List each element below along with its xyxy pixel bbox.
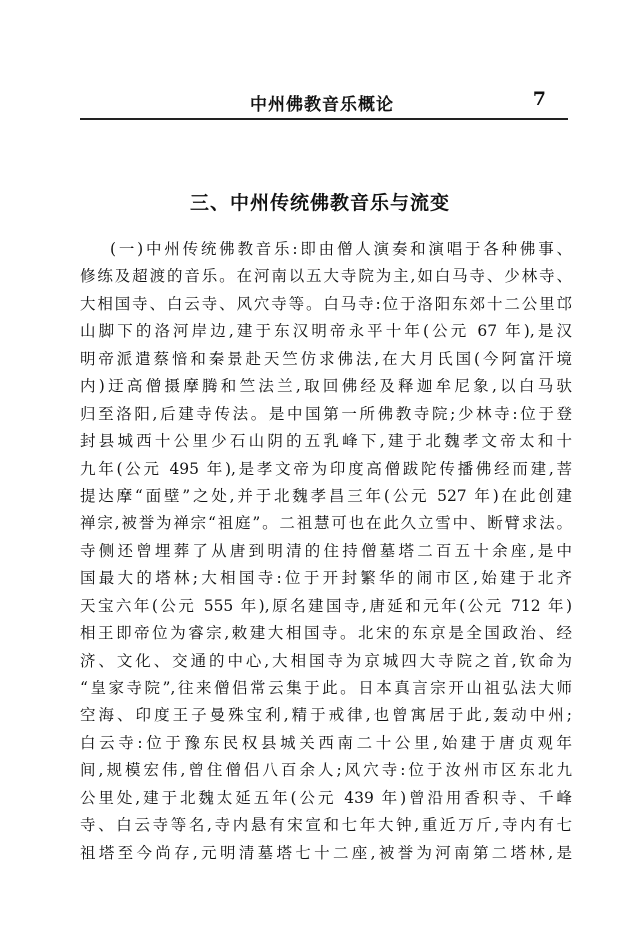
text-line: 间,规模宏伟,曾住僧侣八百余人;风穴寺:位于汝州市区东北九 (80, 761, 572, 780)
text-line: 封县城西十公里少石山阴的五乳峰下,建于北魏孝文帝太和十 (80, 432, 572, 451)
text-line: 祖塔至今尚存,元明清墓塔七十二座,被誉为河南第二塔林,是 (80, 843, 572, 862)
text-line: 归至洛阳,后建寺传法。是中国第一所佛教寺院;少林寺:位于登 (80, 404, 572, 423)
text-line: “皇家寺院”,往来僧侣常云集于此。日本真言宗开山祖弘法大师 (80, 679, 572, 697)
running-header (80, 84, 568, 120)
text-line: 寺侧还曾埋葬了从唐到明清的住持僧墓塔二百五十余座,是中 (80, 541, 572, 560)
text-line: 天宝六年(公元 555 年),原名建国寺,唐延和元年(公元 712 年) (80, 596, 572, 615)
text-line: 山脚下的洛河岸边,建于东汉明帝永平十年(公元 67 年),是汉 (80, 322, 572, 341)
text-line: 寺、白云寺等名,寺内悬有宋宣和七年大钟,重近万斤,寺内有七 (80, 816, 572, 835)
text-line: 提达摩“面壁”之处,并于北魏孝昌三年(公元 527 年)在此创建 (80, 486, 572, 505)
text-line: 公里处,建于北魏太延五年(公元 439 年)曾沿用香积寺、千峰 (80, 788, 572, 807)
text-line: (一)中州传统佛教音乐:即由僧人演奏和演唱于各种佛事、 (110, 240, 572, 258)
text-line: 白云寺:位于豫东民权县城关西南二十公里,始建于唐贞观年 (80, 733, 572, 752)
section-heading: 三、中州传统佛教音乐与流变 (189, 192, 450, 214)
body-paragraph (80, 236, 572, 867)
running-title: 中州佛教音乐概论 (250, 95, 394, 115)
text-line: 明帝派遣蔡愔和秦景赴天竺仿求佛法,在大月氏国(今阿富汗境 (80, 349, 572, 368)
text-line: 大相国寺、白云寺、风穴寺等。白马寺:位于洛阳东郊十二公里邙 (80, 294, 572, 313)
text-line: 济、文化、交通的中心,大相国寺为京城四大寺院之首,钦命为 (80, 651, 572, 670)
text-line: 相王即帝位为睿宗,敕建大相国寺。北宋的东京是全国政治、经 (80, 624, 572, 643)
text-line: 空海、印度王子曼殊宝利,精于戒律,也曾寓居于此,轰动中州; (80, 706, 572, 725)
page-number: 7 (532, 88, 546, 110)
text-line: 九年(公元 495 年),是孝文帝为印度高僧跋陀传播佛经而建,菩 (80, 459, 572, 478)
text-line: 国最大的塔林;大相国寺:位于开封繁华的闹市区,始建于北齐 (80, 569, 572, 588)
text-line: 禅宗,被誉为禅宗“祖庭”。二祖慧可也在此久立雪中、断臂求法。 (80, 514, 572, 533)
text-line: 修练及超渡的音乐。在河南以五大寺院为主,如白马寺、少林寺、 (80, 267, 572, 286)
text-line: 内)迂高僧摄摩腾和竺法兰,取回佛经及释迦牟尼象,以白马驮 (80, 377, 572, 396)
